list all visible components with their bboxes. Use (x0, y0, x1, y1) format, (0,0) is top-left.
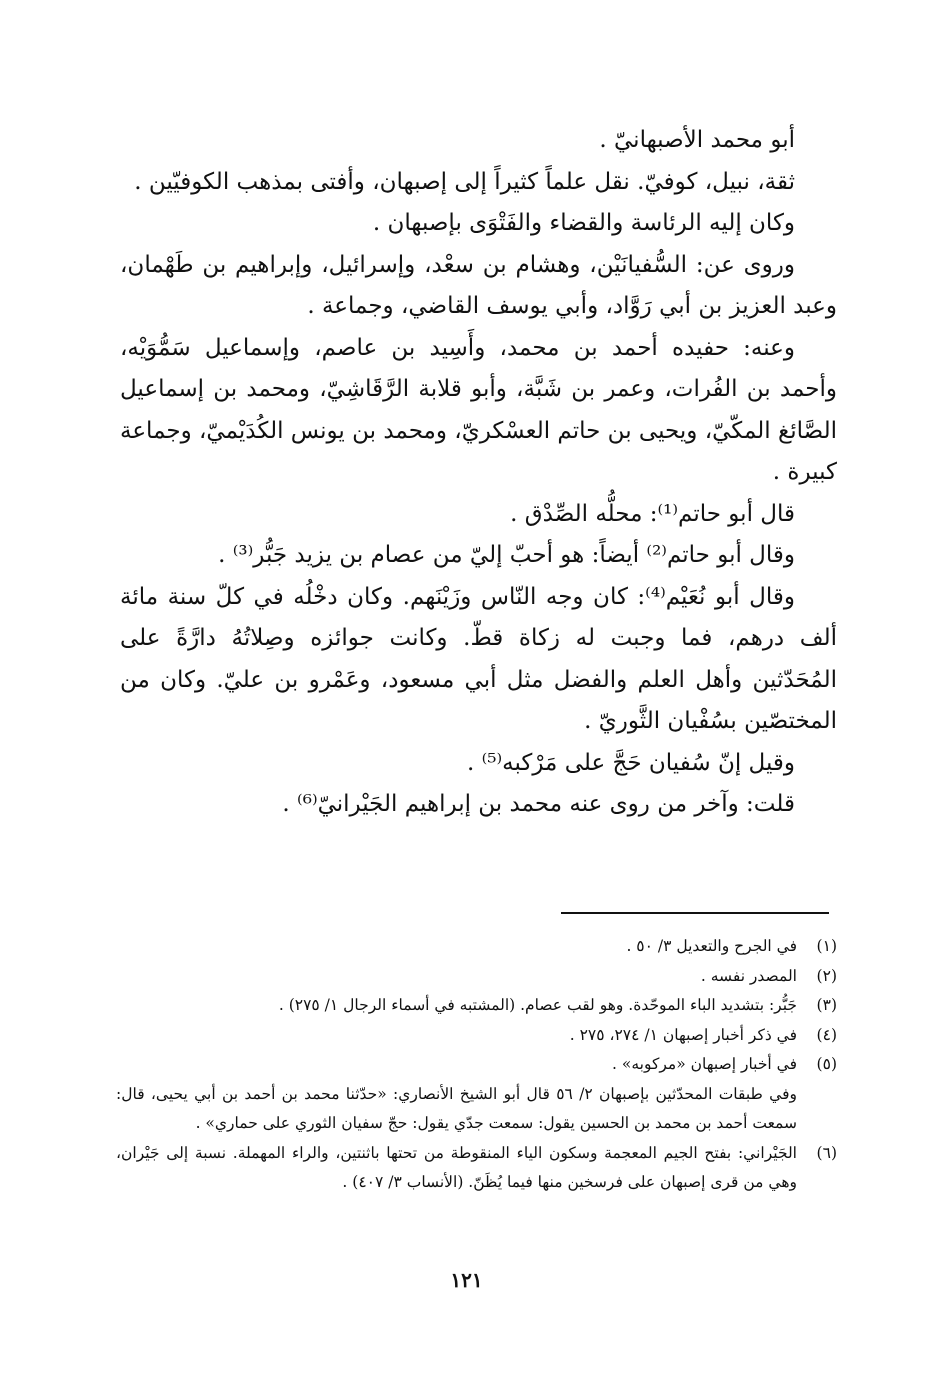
footnote-item (116, 1021, 837, 1051)
page-number: ١٢١ (450, 1268, 483, 1292)
footnote-item (116, 991, 837, 1021)
footnote-continuation: وفي طبقات المحدّثين بإصبهان ٢/ ٥٦ قال أبو الشيخ الأنصاري: «حدّثنا محمد بن أحمد بن أبي يحيى، قال: سمعت أحمد بن محمد بن الحسين يقول: سمعت جدّي يقول: حجّ سفيان الثوري على حماري» . (116, 1084, 797, 1132)
footnote-item (116, 932, 837, 962)
paragraph: وعنه: حفيده أحمد بن محمد، وأَسِيد بن عاصم، وإسماعيل سَمُّوَيْه، وأحمد بن الفُرات، وعمر بن شَبَّة، وأبو قلابة الرَّقَاشِيّ، ومحمد بن إسماعيل الصَّائغ المكّيّ، ويحيى بن حاتم العسْكريّ، ومحمد بن يونس الكُدَيْميّ، وجماعة كبيرة . (120, 334, 837, 485)
footnote-number: (٣) (816, 996, 837, 1014)
paragraph: وقال أبو نُعَيْم⁽⁴⁾: كان وجه النّاس وزَيْنَهم. وكان دخْلُه في كلّ سنة مائة ألف درهم، فما وجبت له زكاة قطّ. وكانت جوائزه وصِلاتُهُ دارَّةً على المُحَدّثين وأهل العلم والفضل مثل أبي مسعود، وعَمْرو بن عليّ. وكان من المختصّين بسُفْيان الثَّوريّ . (120, 583, 837, 734)
paragraph: وقال أبو حاتم⁽²⁾ أيضاً: هو أحبّ إليّ من عصام بن يزيد جَبُّر⁽³⁾ . (218, 542, 795, 568)
footnote-item (116, 962, 837, 992)
paragraph: وكان إليه الرئاسة والقضاء والفَتْوَى بإصبهان . (372, 210, 795, 236)
footnote-text: الجَيْراني: بفتح الجيم المعجمة وسكون الياء المنقوطة من تحتها باثنتين، والراء المهملة. نسبة إلى جَيْران، وهي من قرى إصبهان على فرسخين منها فيما يُظَنّ. (الأنساب ٣/ ٤٠٧) . (116, 1143, 797, 1191)
paragraph: قلت: وآخر من روى عنه محمد بن إبراهيم الجَيْرانيّ⁽⁶⁾ . (282, 791, 795, 817)
footnote-number: (٥) (816, 1055, 837, 1073)
footnote-number: (٦) (816, 1143, 837, 1162)
footnote-text: جَبُّر: بتشديد الباء الموحّدة. وهو لقب عصام. (المشتبه في أسماء الرجال ١/ ٢٧٥) . (278, 996, 797, 1014)
footnote-divider (561, 912, 829, 914)
paragraph: قال أبو حاتم⁽¹⁾: محلُّه الصِّدْق . (510, 500, 795, 527)
paragraph: وروى عن: السُّفيانَيْن، وهشام بن سعْد، وإسرائيل، وإبراهيم بن طَهْمان، وعبد العزيز بن أبي رَوَّاد، وأبي يوسف القاضي، وجماعة . (120, 251, 837, 319)
footnote-item (116, 1139, 837, 1198)
footnote-text: في الجرح والتعديل ٣/ ٥٠ . (626, 937, 797, 955)
footnotes (116, 932, 837, 1198)
footnote-number: (٤) (816, 1025, 837, 1044)
paragraph: ثقة، نبيل، كوفيّ. نقل علماً كثيراً إلى إصبهان، وأفتى بمذهب الكوفيّين . (134, 168, 795, 195)
footnote-number: (١) (816, 937, 837, 955)
footnote-text: في أخبار إصبهان «مركوبه» . (612, 1055, 797, 1073)
main-text (120, 120, 837, 826)
footnote-text: المصدر نفسه . (700, 966, 797, 985)
paragraph: أبو محمد الأصبهانيّ . (599, 127, 795, 153)
footnote-number: (٢) (816, 966, 837, 985)
footnote-item (116, 1050, 837, 1080)
paragraph: وقيل إنّ سُفيان حَجَّ على مَرْكبه⁽⁵⁾ . (466, 749, 795, 776)
footnote-text: في ذكر أخبار إصبهان ١/ ٢٧٤، ٢٧٥ . (569, 1025, 797, 1044)
